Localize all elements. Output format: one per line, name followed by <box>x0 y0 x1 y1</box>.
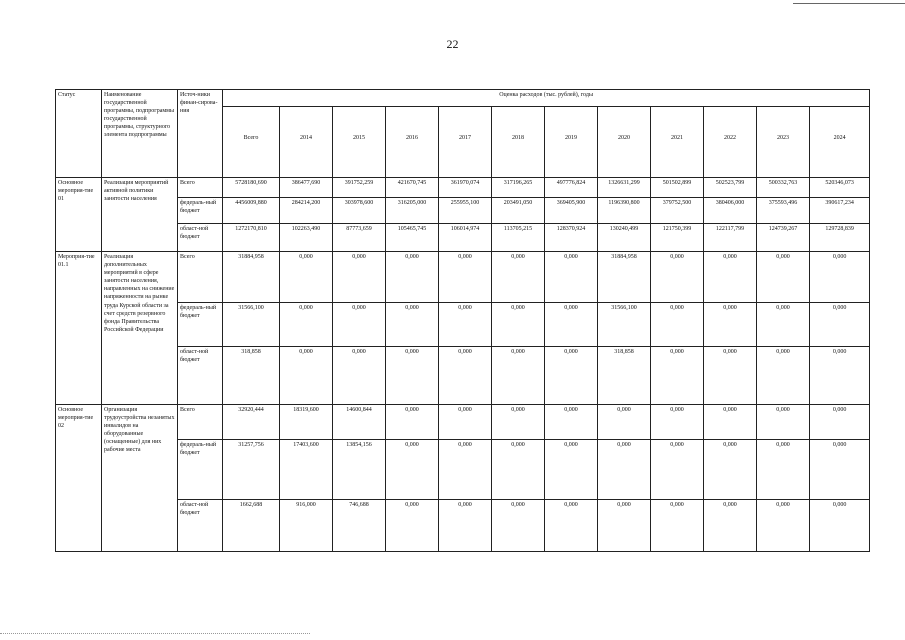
header-col-2: 2015 <box>333 107 386 178</box>
value-cell: 32920,444 <box>223 405 280 440</box>
source-cell: федераль-ный бюджет <box>178 440 223 500</box>
header-status: Статус <box>56 90 102 178</box>
value-cell: 0,000 <box>704 500 757 552</box>
source-cell: Всего <box>178 178 223 198</box>
table-row <box>56 303 870 347</box>
value-cell: 0,000 <box>651 347 704 405</box>
value-cell: 105465,745 <box>386 224 439 252</box>
value-cell: 391752,259 <box>333 178 386 198</box>
value-cell: 122117,799 <box>704 224 757 252</box>
header-col-8: 2021 <box>651 107 704 178</box>
value-cell: 316205,000 <box>386 198 439 224</box>
value-cell: 0,000 <box>280 347 333 405</box>
source-cell: федераль-ный бюджет <box>178 198 223 224</box>
value-cell: 0,000 <box>545 303 598 347</box>
value-cell: 0,000 <box>810 252 870 303</box>
value-cell: 318,858 <box>598 347 651 405</box>
value-cell: 520346,073 <box>810 178 870 198</box>
scan-artifact <box>0 633 310 634</box>
source-cell: Всего <box>178 252 223 303</box>
header-col-10: 2023 <box>757 107 810 178</box>
value-cell: 0,000 <box>704 405 757 440</box>
value-cell: 369405,900 <box>545 198 598 224</box>
table-row <box>56 198 870 224</box>
value-cell: 0,000 <box>439 500 492 552</box>
value-cell: 17403,600 <box>280 440 333 500</box>
value-cell: 386477,690 <box>280 178 333 198</box>
value-cell: 0,000 <box>704 347 757 405</box>
value-cell: 0,000 <box>757 500 810 552</box>
value-cell: 18319,600 <box>280 405 333 440</box>
value-cell: 113705,215 <box>492 224 545 252</box>
table-row <box>56 440 870 500</box>
source-cell: област-ной бюджет <box>178 224 223 252</box>
value-cell: 128370,924 <box>545 224 598 252</box>
table-row <box>56 224 870 252</box>
header-col-5: 2018 <box>492 107 545 178</box>
value-cell: 0,000 <box>333 303 386 347</box>
value-cell: 31566,100 <box>223 303 280 347</box>
value-cell: 1272170,810 <box>223 224 280 252</box>
value-cell: 0,000 <box>545 500 598 552</box>
value-cell: 0,000 <box>492 440 545 500</box>
header-col-4: 2017 <box>439 107 492 178</box>
value-cell: 121750,399 <box>651 224 704 252</box>
status-cell: Основное мероприя-тие 01 <box>56 178 102 252</box>
value-cell: 0,000 <box>598 500 651 552</box>
value-cell: 0,000 <box>757 252 810 303</box>
value-cell: 129728,839 <box>810 224 870 252</box>
value-cell: 375593,496 <box>757 198 810 224</box>
value-cell: 0,000 <box>280 252 333 303</box>
value-cell: 1662,688 <box>223 500 280 552</box>
value-cell: 31884,958 <box>223 252 280 303</box>
value-cell: 87773,659 <box>333 224 386 252</box>
value-cell: 1326631,299 <box>598 178 651 198</box>
value-cell: 0,000 <box>810 500 870 552</box>
value-cell: 0,000 <box>704 252 757 303</box>
value-cell: 0,000 <box>757 303 810 347</box>
name-cell: Организация трудоустройства незанятых инвалидов на оборудованные (оснащенные) для них рабочие места <box>102 405 178 552</box>
value-cell: 0,000 <box>280 303 333 347</box>
header-col-1: 2014 <box>280 107 333 178</box>
header-estimate: Оценка расходов (тыс. рублей), годы <box>223 90 870 107</box>
header-col-0: Всего <box>223 107 280 178</box>
value-cell: 303978,600 <box>333 198 386 224</box>
header-col-11: 2024 <box>810 107 870 178</box>
value-cell: 0,000 <box>439 440 492 500</box>
value-cell: 0,000 <box>386 347 439 405</box>
source-cell: област-ной бюджет <box>178 500 223 552</box>
table-row <box>56 405 870 440</box>
value-cell: 379752,500 <box>651 198 704 224</box>
table-row <box>56 347 870 405</box>
value-cell: 0,000 <box>651 500 704 552</box>
value-cell: 31257,756 <box>223 440 280 500</box>
value-cell: 421670,745 <box>386 178 439 198</box>
value-cell: 255955,100 <box>439 198 492 224</box>
top-rule <box>793 3 905 4</box>
value-cell: 4456009,880 <box>223 198 280 224</box>
header-col-3: 2016 <box>386 107 439 178</box>
header-col-9: 2022 <box>704 107 757 178</box>
value-cell: 0,000 <box>545 440 598 500</box>
value-cell: 1196390,800 <box>598 198 651 224</box>
value-cell: 0,000 <box>386 303 439 347</box>
value-cell: 0,000 <box>704 303 757 347</box>
value-cell: 0,000 <box>333 347 386 405</box>
value-cell: 0,000 <box>757 347 810 405</box>
value-cell: 0,000 <box>545 405 598 440</box>
value-cell: 0,000 <box>492 347 545 405</box>
value-cell: 0,000 <box>386 440 439 500</box>
value-cell: 0,000 <box>810 303 870 347</box>
table-row <box>56 178 870 198</box>
value-cell: 0,000 <box>598 405 651 440</box>
value-cell: 0,000 <box>386 252 439 303</box>
value-cell: 31884,958 <box>598 252 651 303</box>
name-cell: Реализация мероприятий активной политики занятости населения <box>102 178 178 252</box>
value-cell: 0,000 <box>757 440 810 500</box>
table-row <box>56 500 870 552</box>
status-cell: Мероприя-тие 01.1 <box>56 252 102 405</box>
expenses-table <box>55 89 870 552</box>
value-cell: 124739,267 <box>757 224 810 252</box>
value-cell: 500332,763 <box>757 178 810 198</box>
page-number: 22 <box>446 37 459 51</box>
value-cell: 0,000 <box>810 440 870 500</box>
value-cell: 497776,824 <box>545 178 598 198</box>
value-cell: 361970,074 <box>439 178 492 198</box>
value-cell: 0,000 <box>757 405 810 440</box>
source-cell: област-ной бюджет <box>178 347 223 405</box>
value-cell: 106014,974 <box>439 224 492 252</box>
value-cell: 0,000 <box>439 303 492 347</box>
source-cell: федераль-ный бюджет <box>178 303 223 347</box>
value-cell: 501502,899 <box>651 178 704 198</box>
value-cell: 380406,000 <box>704 198 757 224</box>
value-cell: 0,000 <box>333 252 386 303</box>
table-row <box>56 252 870 303</box>
value-cell: 0,000 <box>492 500 545 552</box>
header-col-7: 2020 <box>598 107 651 178</box>
value-cell: 0,000 <box>545 347 598 405</box>
value-cell: 130240,499 <box>598 224 651 252</box>
value-cell: 0,000 <box>704 440 757 500</box>
value-cell: 0,000 <box>492 252 545 303</box>
value-cell: 13854,156 <box>333 440 386 500</box>
value-cell: 0,000 <box>386 500 439 552</box>
value-cell: 0,000 <box>439 405 492 440</box>
value-cell: 0,000 <box>810 405 870 440</box>
header-source: Источ-ники финан-сирова-ния <box>178 90 223 178</box>
value-cell: 5728180,690 <box>223 178 280 198</box>
value-cell: 0,000 <box>651 303 704 347</box>
value-cell: 0,000 <box>651 405 704 440</box>
value-cell: 0,000 <box>598 440 651 500</box>
value-cell: 318,858 <box>223 347 280 405</box>
value-cell: 746,688 <box>333 500 386 552</box>
value-cell: 0,000 <box>545 252 598 303</box>
value-cell: 916,000 <box>280 500 333 552</box>
value-cell: 0,000 <box>492 303 545 347</box>
value-cell: 502523,799 <box>704 178 757 198</box>
value-cell: 203491,050 <box>492 198 545 224</box>
header-col-6: 2019 <box>545 107 598 178</box>
source-cell: Всего <box>178 405 223 440</box>
value-cell: 14600,844 <box>333 405 386 440</box>
value-cell: 0,000 <box>439 347 492 405</box>
name-cell: Реализация дополнительных мероприятий в сфере занятости населения, направленных на снижение напряженности на рынке труда Курской области за счет средств резервного фонда Правительства Российской Федерации <box>102 252 178 405</box>
value-cell: 0,000 <box>651 252 704 303</box>
value-cell: 0,000 <box>386 405 439 440</box>
header-name: Наименование государственной программы, подпрограммы государственной программы, структурного элемента подпрограммы <box>102 90 178 178</box>
status-cell: Основное мероприя-тие 02 <box>56 405 102 552</box>
value-cell: 390617,234 <box>810 198 870 224</box>
value-cell: 0,000 <box>492 405 545 440</box>
value-cell: 284214,200 <box>280 198 333 224</box>
value-cell: 102263,490 <box>280 224 333 252</box>
value-cell: 31566,100 <box>598 303 651 347</box>
value-cell: 0,000 <box>439 252 492 303</box>
value-cell: 0,000 <box>651 440 704 500</box>
value-cell: 0,000 <box>810 347 870 405</box>
value-cell: 317196,265 <box>492 178 545 198</box>
